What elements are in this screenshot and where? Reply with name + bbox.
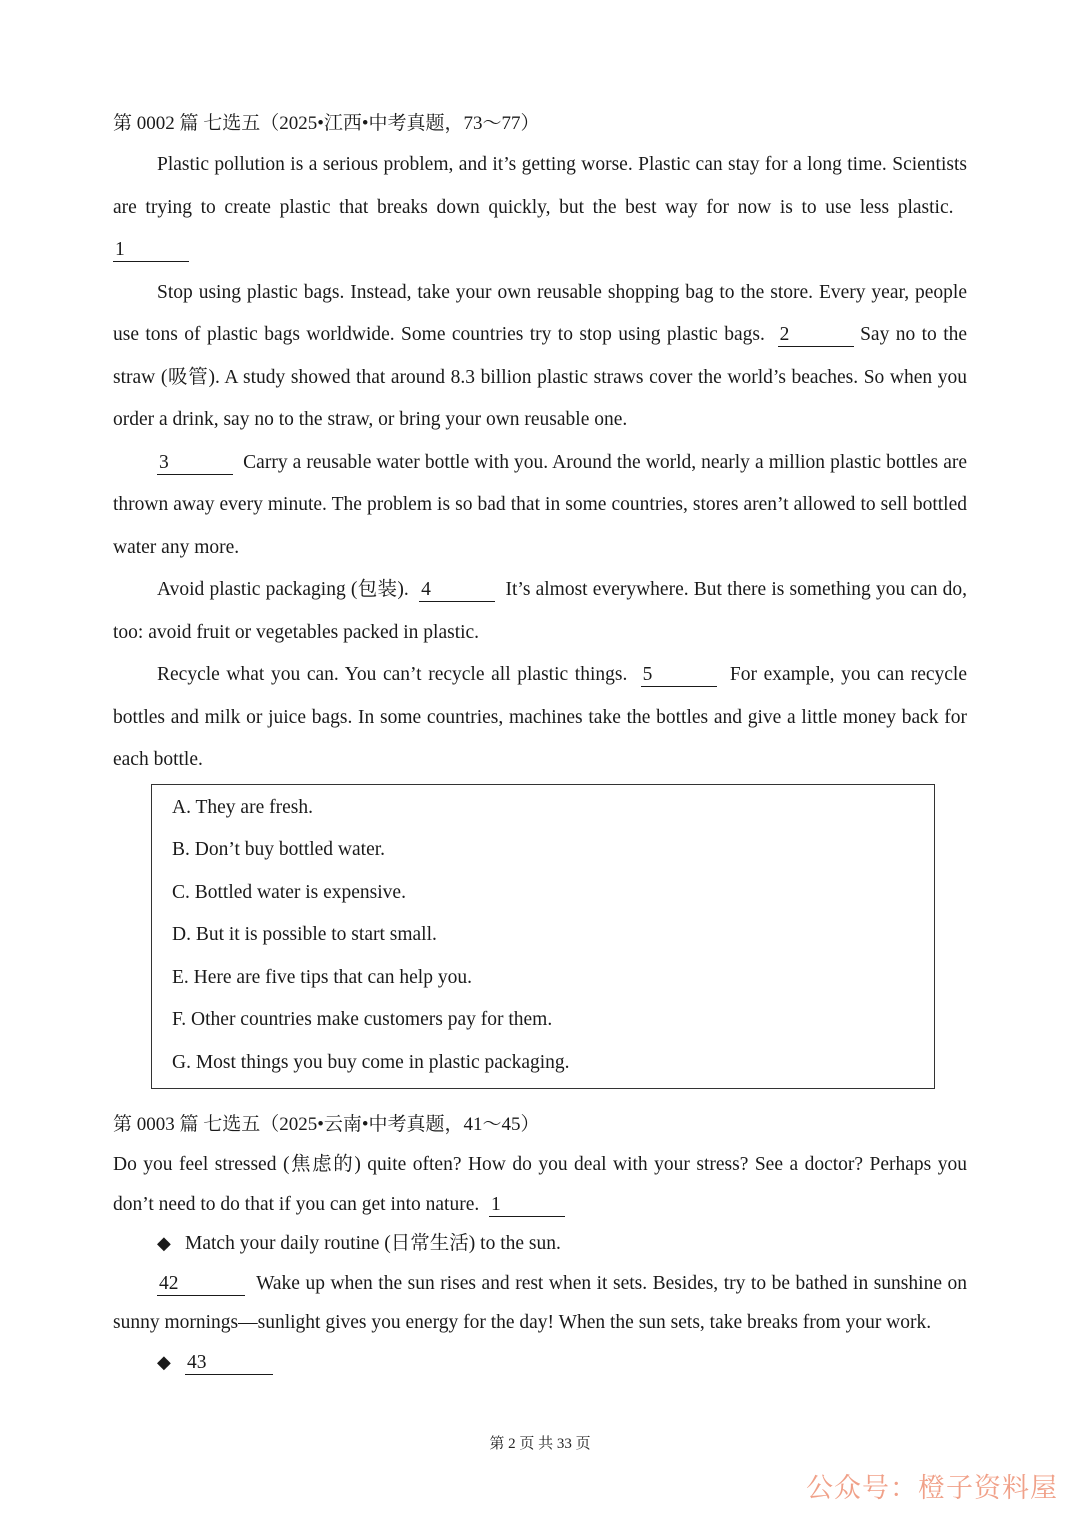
bullet-line [113,1343,967,1383]
answer-blank: 1 [489,1194,565,1217]
section-2 [113,1105,967,1382]
paragraph-text: Say no to the straw (吸管). A study showed that around 8.3 billion plastic straws cover the world’s beaches. So when you order a drink, say no to the straw, or bring your own reusable one. [113,324,968,430]
option-item: F. Other countries make customers pay for them. [172,1009,553,1030]
bullet-text: Match your daily routine (日常生活) to the sun. [185,1233,561,1254]
answer-blank: 2 [778,324,854,347]
paragraph [113,272,967,442]
paragraph-text: Stop using plastic bags. Instead, take your own reusable shopping bag to the store. Every year, people use tons of plastic bags worldwide. Some countries try to stop using plastic bags. [113,281,967,345]
paragraph-text: It’s almost everywhere. But there is something you can do, too: avoid fruit or vegetables packed in plastic. [113,579,968,643]
paragraph [113,1145,967,1224]
paragraph [113,569,967,654]
option-item: D. But it is possible to start small. [172,924,437,945]
watermark: 公众号：橙子资料屋 [806,1473,1058,1504]
options-box [151,784,935,1090]
option-item: B. Don’t buy bottled water. [172,839,386,860]
section-heading: 第 0003 篇 七选五（2025•云南•中考真题，41～45） [113,1114,540,1135]
paragraph [113,654,967,782]
section-heading: 第 0002 篇 七选五（2025•江西•中考真题，73～77） [113,113,540,134]
paragraph [113,144,967,272]
paragraph-text: Recycle what you can. You can’t recycle all plastic things. [157,664,628,685]
paragraph-text: Avoid plastic packaging (包装). [157,579,409,600]
paragraph-text: Plastic pollution is a serious problem, and it’s getting worse. Plastic can stay for a long time. Scientists are trying to create plastic that breaks down quickly, but the best way for now is to use less plastic. [113,154,967,218]
paragraph-text: Carry a reusable water bottle with you. Around the world, nearly a million plastic bottles are thrown away every minute. The problem is so bad that in some countries, stores aren’t allowed to sell bottled water any more. [113,451,968,558]
document-page [113,104,967,1382]
diamond-bullet-icon: ◆ [157,1351,171,1372]
option-item: E. Here are five tips that can help you. [172,966,472,988]
bullet-line [113,1224,967,1264]
paragraph-text: Wake up when the sun rises and rest when it sets. Besides, try to be bathed in sunshine on sunny mornings—sunlight gives you energy for the day! When the sun sets, take breaks from your work. [113,1272,967,1333]
option-item: G. Most things you buy come in plastic packaging. [172,1051,570,1073]
page-footer: 第 2 页 共 33 页 [489,1436,591,1452]
answer-blank: 42 [157,1273,245,1296]
paragraph [113,442,967,570]
paragraph-text: Do you feel stressed (焦虑的) quite often? How do you deal with your stress? See a doctor? Perhaps you don’t need to do that if you can get into nature. [113,1154,967,1215]
paragraph-text: For example, you can recycle bottles and milk or juice bags. In some countries, machines take the bottles and give a little money back for each bottle. [113,664,967,770]
answer-blank: 1 [113,239,189,262]
answer-blank: 4 [419,579,495,602]
option-item: A. They are fresh. [172,796,313,818]
answer-blank: 3 [157,452,233,475]
diamond-bullet-icon: ◆ [157,1233,171,1253]
paragraph [113,1264,967,1343]
answer-blank: 5 [641,664,717,687]
answer-blank: 43 [185,1352,273,1375]
option-item: C. Bottled water is expensive. [172,881,406,903]
